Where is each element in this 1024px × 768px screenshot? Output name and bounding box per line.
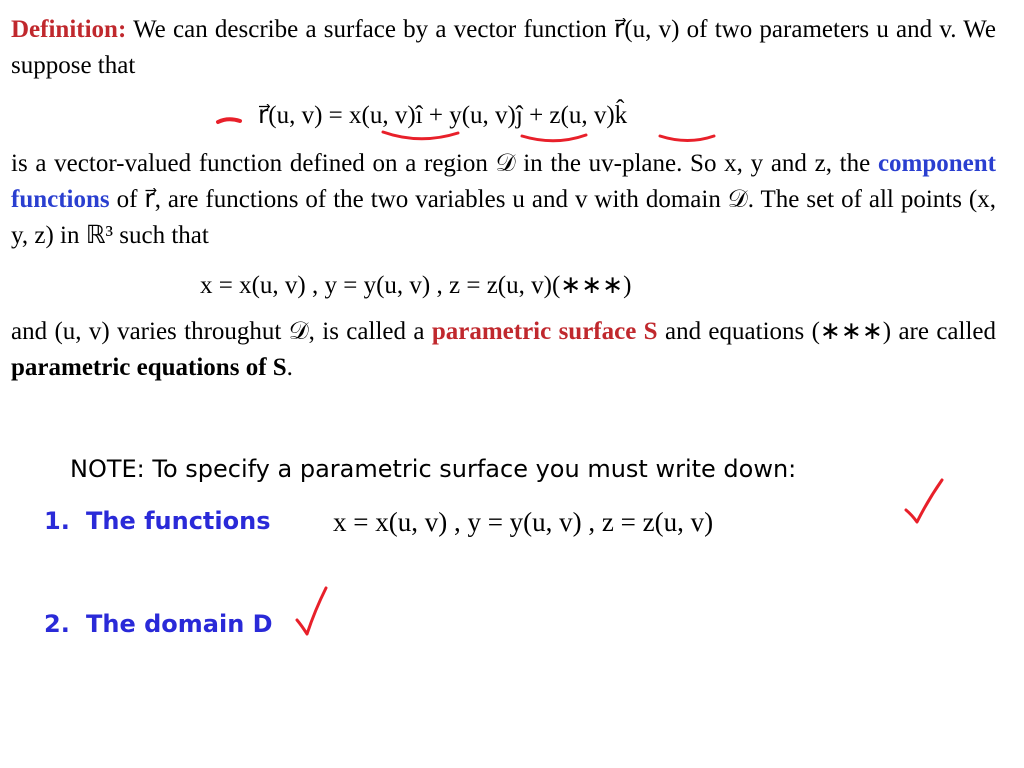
parametric-equations: x = x(u, v) , y = y(u, v) , z = z(u, v)(∗∗∗) <box>200 272 632 299</box>
check-icon <box>906 480 942 522</box>
item-label: The functions <box>86 507 271 535</box>
parametric-equations-term: parametric equations of S <box>11 354 287 381</box>
item-domain <box>44 607 273 641</box>
para3-text-a: and (u, v) varies throughut 𝒟, is called a <box>11 318 425 345</box>
definition-paragraph-3 <box>11 314 996 386</box>
para3-end: . <box>286 354 293 381</box>
check-icon <box>297 588 326 634</box>
definition-paragraph-2 <box>11 146 996 254</box>
component-functions-term: component functions <box>11 150 997 213</box>
para2-text-a: is a vector-valued function defined on a region 𝒟 in the uv-plane. So x, y and z, the <box>11 150 871 177</box>
definition-paragraph <box>11 12 996 84</box>
dash-mark <box>218 119 240 122</box>
note-text: NOTE: To specify a parametric surface you must write down: <box>70 455 797 483</box>
para3-text-b: and equations (∗∗∗) are called <box>664 318 997 345</box>
definition-line1: We can describe a surface by a vector function r⃗(u, v) of two parameters u and v. We suppose that <box>11 16 996 79</box>
item-functions <box>44 504 271 538</box>
underline-z-args <box>660 136 714 141</box>
para2-text-b: of r⃗, are functions of the two variables u and v with domain 𝒟. The set of all points (x, y, z) in ℝ³ such that <box>11 186 997 249</box>
definition-label: Definition: <box>11 16 127 43</box>
item-label: The domain D <box>86 610 273 638</box>
main-equation: r⃗(u, v) = x(u, v)î + y(u, v)ĵ + z(u, v)k̂ <box>258 102 628 129</box>
parametric-surface-term: parametric surface S <box>431 318 658 345</box>
item-number: 1. <box>44 507 70 535</box>
functions-formula: x = x(u, v) , y = y(u, v) , z = z(u, v) <box>333 507 714 537</box>
underline-y-args <box>522 135 586 141</box>
item-number: 2. <box>44 610 70 638</box>
